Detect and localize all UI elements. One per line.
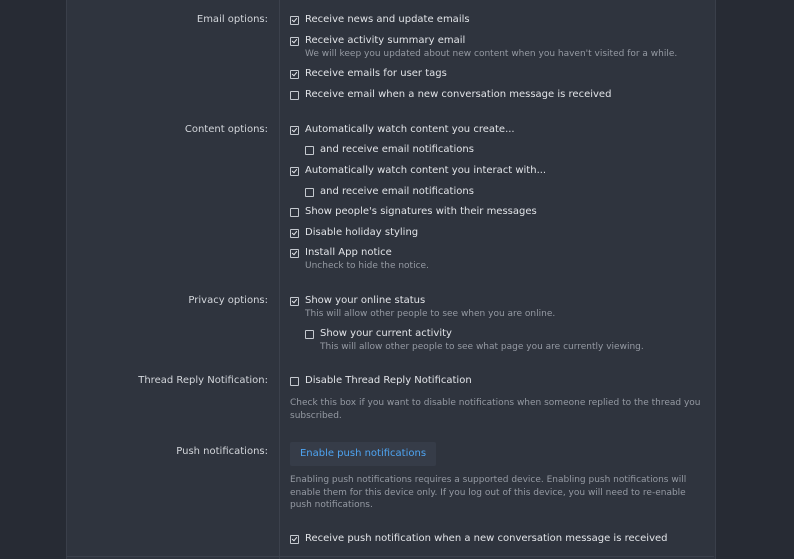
privacy-options-label: Privacy options: [188,295,268,306]
checkbox[interactable] [305,330,314,339]
option-label: Receive emails for user tags [305,68,447,79]
checkbox[interactable] [290,208,299,217]
option-watch-interacted[interactable] [290,164,546,178]
option-online-status[interactable] [290,294,555,320]
option-conversation-email[interactable] [290,88,611,102]
option-label: Receive news and update emails [305,14,470,25]
checkbox[interactable] [305,188,314,197]
content-options-label: Content options: [184,124,268,135]
option-hint: Uncheck to hide the notice. [305,261,429,271]
enable-push-button[interactable]: Enable push notifications [290,442,436,466]
email-options-label: Email options: [196,14,268,25]
option-hint: This will allow other people to see when you are online. [305,309,556,319]
checkbox[interactable] [290,297,299,306]
option-label: Show people's signatures with their messages [305,206,537,217]
option-watch-created-email[interactable] [305,143,474,157]
checkbox[interactable] [290,126,299,135]
option-label: and receive email notifications [320,186,474,197]
bottom-border [66,556,714,557]
option-watch-created[interactable] [290,123,515,137]
thread-reply-label: Thread Reply Notification: [138,375,268,386]
option-label: Show your current activity [320,328,452,339]
option-label: Show your online status [305,295,426,306]
option-show-signatures[interactable] [290,205,537,219]
option-label: Receive push notification when a new conversation message is received [305,533,668,544]
option-watch-interacted-email[interactable] [305,185,474,199]
option-disable-holiday[interactable] [290,226,418,240]
option-disable-thread-reply[interactable] [290,374,472,388]
option-install-app-notice[interactable] [290,246,429,272]
option-user-tags[interactable] [290,67,447,81]
option-label: Install App notice [305,247,392,258]
option-label: Receive email when a new conversation message is received [305,89,612,100]
push-notifications-label: Push notifications: [176,446,268,457]
checkbox[interactable] [290,249,299,258]
checkbox[interactable] [305,146,314,155]
option-push-conversation[interactable] [290,532,667,546]
option-label: and receive email notifications [320,144,474,155]
option-label: Disable holiday styling [305,227,419,238]
checkbox[interactable] [290,70,299,79]
checkbox[interactable] [290,377,299,386]
option-hint: We will keep you updated about new content when you haven't visited for a while. [305,49,678,59]
checkbox[interactable] [290,16,299,25]
thread-reply-hint: Check this box if you want to disable notifications when someone replied to the thread you subscribed. [290,398,701,421]
option-hint: This will allow other people to see what page you are currently viewing. [320,342,644,352]
checkbox[interactable] [290,535,299,544]
option-label: Automatically watch content you interact with... [305,165,547,176]
option-label: Automatically watch content you create... [305,124,515,135]
option-receive-news[interactable] [290,13,470,27]
option-current-activity[interactable] [305,327,644,353]
column-divider [279,0,280,559]
option-label: Disable Thread Reply Notification [305,375,472,386]
checkbox[interactable] [290,229,299,238]
checkbox[interactable] [290,37,299,46]
checkbox[interactable] [290,167,299,176]
option-activity-summary[interactable] [290,34,677,60]
option-label: Receive activity summary email [305,35,466,46]
checkbox[interactable] [290,91,299,100]
push-notifications-hint: Enabling push notifications requires a supported device. Enabling push notifications will enable them for this device only. If you log out of this device, you will need to re-enable push notifications. [290,475,687,510]
